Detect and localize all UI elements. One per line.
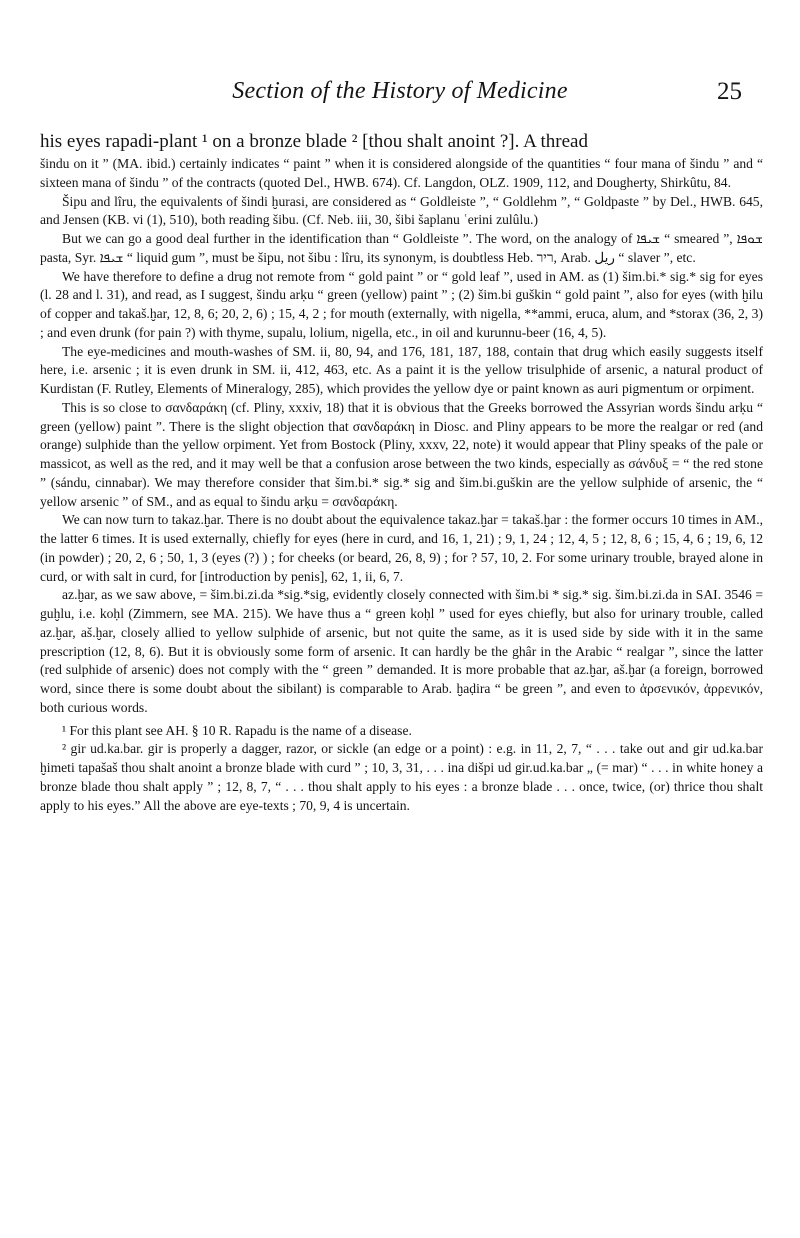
paragraph: Šipu and lîru, the equivalents of šindi ḫurasi, are considered as “ Goldleiste ”, “ Goldlehm ”, “ Goldpaste ” by Del., HWB. 645, and Jensen (KB. vi (1), 510), both reading šibu. (Cf. Neb. iii, 30, šibi šaplanu ʿerini zulûlu.)	[40, 193, 763, 228]
page-header	[40, 78, 760, 118]
paragraph: az.ḫar, as we saw above, = šim.bi.zi.da *sig.*sig, evidently closely connected with šim.bi * sig.* sig. šim.bi.zi.da in SAI. 3546 = guḫlu, i.e. koḥl (Zimmern, see MA. 215). We have thus a “ green koḥl ” used for eyes chiefly, but also for urinary trouble, called az.ḫar, aš.ḫar, closely allied to yellow sulphide of arsenic, but not quite the same, as it is used side by side with it in the same prescription (12, 8, 6). But it is obviously some form of arsenic. It can hardly be the ghâr in the Arabic “ realgar ”, since the latter (red sulphide of arsenic) does not comply with the “ green ” demanded. It is more probable that az.ḫar, aš.ḫar (a foreign, borrowed word, since there is some doubt about the sibilant) is comparable to Arab. ḫaḍira “ be green ”, and even to ἀρσενικόν, ἀρρενικόν, both curious words.	[40, 587, 763, 715]
running-head: Section of the History of Medicine	[232, 78, 568, 104]
paragraph: But we can go a good deal further in the identification than “ Goldleiste ”. The word, on the analogy of ܫܝܦܐ “ smeared ”, ܫܘܦܐ pasta, Syr. ܫܝܦܐ “ liquid gum ”, must be šipu, not šibu : lîru, its synonym, is doubtless Heb. ריר, Arab. ريل “ slaver ”, etc.	[40, 231, 763, 265]
paragraph: We can now turn to takaz.ḫar. There is no doubt about the equivalence takaz.ḫar = takaš.ḫar : the former occurs 10 times in AM., the latter 6 times. It is used externally, chiefly for eyes (here in curd, and 16, 1, 21) ; 9, 1, 24 ; 12, 4, 5 ; 12, 8, 6 ; 15, 4, 6 ; 19, 6, 12 (in powder) ; 20, 2, 6 ; 50, 1, 3 (eyes (?) ) ; for cheeks (or beard, 26, 8, 9) ; for ? 57, 10, 2. For some urinary trouble, brayed alone in curd, or with salt in curd, for [introduction by penis], 62, 1, ii, 6, 7.	[40, 512, 763, 584]
paragraph: This is so close to σανδαράκη (cf. Pliny, xxxiv, 18) that it is obvious that the Greeks borrowed the Assyrian words šindu arḳu “ green (yellow) paint ”. There is the slight objection that σανδαράκη in Diosc. and Pliny appears to be more the realgar or red (and orange) sulphide than the yellow orpiment. Yet from Bostock (Pliny, xxxv, 22, note) it would appear that Pliny speaks of the pale or massicot, as well as the red, and it may well be that a confusion arose between the two kinds, especially as σάνδυξ = “ the red stone ” (sándu, cinnabar). We may therefore consider that šim.bi.* sig.* sig and šim.bi.guškin are the yellow sulphide of arsenic, the “ yellow arsenic ” of SM., and as equal to šindu arḳu = σανδαράκη.	[40, 399, 763, 509]
page-number: 25	[717, 78, 742, 105]
paragraph: We have therefore to define a drug not remote from “ gold paint ” or “ gold leaf ”, used in AM. as (1) šim.bi.* sig.* sig for eyes (l. 28 and l. 31), and read, as I suggest, šindu arḳu “ green (yellow) paint ” ; (2) šim.bi guškin “ gold paint ”, also for eyes (with ḫilu of copper and takaš.ḫar, 12, 8, 6; 20, 2, 6) ; 15, 4, 2 ; for mouth (externally, with nigella, **ammi, eruca, alum, and *storax (36, 2, 3) ; and even drunk (for pain ?) with thyme, supalu, lolium, nigella, etc., in oil and kurunnu-beer (16, 4, 5).	[40, 268, 763, 340]
footnote: ² gir ud.ka.bar. gir is properly a dagger, razor, or sickle (an edge or a point) : e.g. in 11, 2, 7, “ . . . take out and gir ud.ka.bar ḫimeti tapašaš thou shalt anoint a bronze blade with curd ” ; 10, 3, 31, . . . ina dišpi ud gir.ud.ka.bar „ (= mar) “ . . . in white honey a bronze blade thou shalt apply ” ; 12, 8, 7, “ . . . thou shalt apply to his eyes : a bronze blade . . . once, twice, (or) thrice thou shalt apply to his eyes.” All the above are eye-texts ; 70, 9, 4 is uncertain.	[40, 741, 763, 813]
footnote: ¹ For this plant see AH. § 10 R. Rapadu is the name of a disease.	[62, 722, 412, 738]
paragraph: šindu on it ” (MA. ibid.) certainly indicates “ paint ” when it is considered alongside of the quantities “ four mana of šindu ” and “ sixteen mana of šindu ” of the contracts (quoted Del., HWB. 674). Cf. Langdon, OLZ. 1909, 112, and Dougherty, Shirkûtu, 84.	[40, 156, 763, 190]
lead-line: his eyes rapadi-plant ¹ on a bronze blade ² [thou shalt anoint ?]. A thread	[40, 131, 588, 152]
paragraph: The eye-medicines and mouth-washes of SM. ii, 80, 94, and 176, 181, 187, 188, contain that drug which easily suggests itself here, i.e. arsenic ; it is even drunk in SM. ii, 412, 463, etc. As a paint it is the yellow trisulphide of arsenic, a natural product of Kurdistan (F. Rutley, Elements of Mineralogy, 285), which provides the yellow dye or paint known as auri pigmentum or orpiment.	[40, 343, 763, 396]
body-text	[40, 128, 763, 815]
